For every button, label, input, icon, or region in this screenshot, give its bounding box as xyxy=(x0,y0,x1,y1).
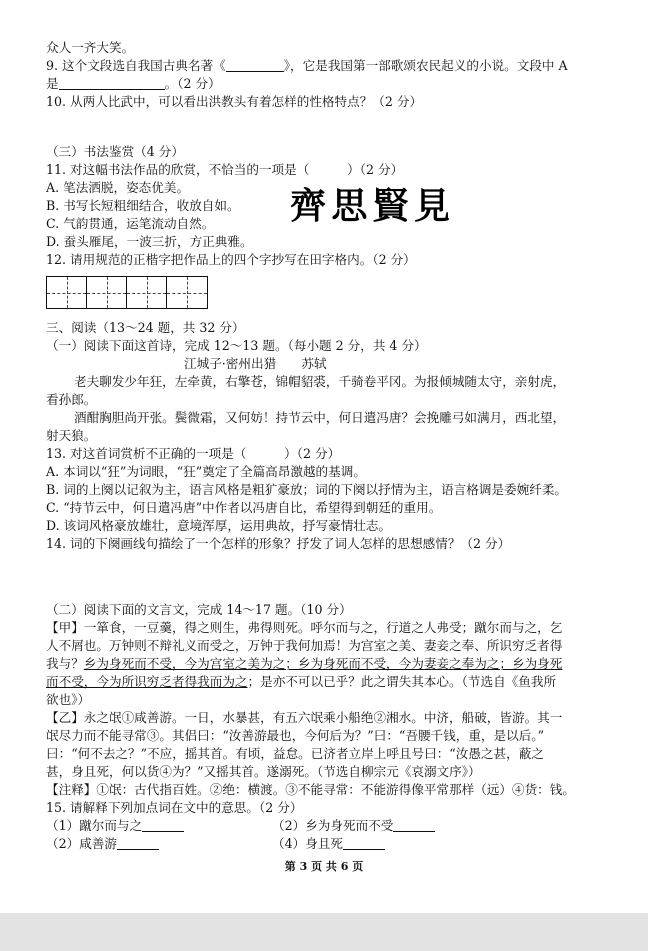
section-heading: （一）阅读下面这首诗，完成 12～13 题。（每小题 2 分，共 4 分） xyxy=(46,338,427,353)
calligraphy-char: 見 xyxy=(413,184,450,227)
sub-question: （2）乡为身死而不受 xyxy=(272,817,435,835)
annotation: 【注释】①氓：古代指百姓。②绝：横渡。③不能寻常：不能游得像平常那样（远）④货：钱。 xyxy=(46,782,575,797)
question-11: 11. 对这幅书法作品的欣赏，不恰当的一项是（ ）（2 分） xyxy=(46,162,404,177)
answer-blank[interactable] xyxy=(343,836,385,850)
answer-blank[interactable] xyxy=(59,76,165,90)
passage-jia-line: 我与？乡为身死而不受，今为宫室之美为之；乡为身死而不受，今为妻妾之奉为之；乡为身死 xyxy=(46,656,563,671)
question-13: 13. 对这首词赏析不正确的一项是（ ）（2 分） xyxy=(46,446,341,461)
sub-question: （1）蹴尔而与之 xyxy=(46,817,184,835)
section-heading: （三）书法鉴赏（4 分） xyxy=(46,144,184,159)
passage-jia-line: 【甲】一箪食，一豆羹，得之则生，弗得则死。呼尔而与之，行道之人弗受；蹴尔而与之，乞 xyxy=(46,620,563,635)
tianzige-grid[interactable] xyxy=(46,276,208,309)
underlined-sentence: 乡为身死而不受，今为宫室之美为之；乡为身死而不受，今为妻妾之奉为之；乡为身死 xyxy=(83,656,563,671)
answer-blank[interactable] xyxy=(393,818,435,832)
question-9-cont: 是 。（2 分） xyxy=(46,76,221,91)
answer-blank[interactable] xyxy=(142,818,184,832)
answer-blank[interactable] xyxy=(117,836,159,850)
option-a: A. 本词以“狂”为词眼，“狂”奠定了全篇高昂激越的基调。 xyxy=(46,464,366,479)
part-heading: 三、阅读（13～24 题，共 32 分） xyxy=(46,320,245,335)
option-b: B. 词的上阕以记叙为主，语言风格是粗犷豪放；词的下阕以抒情为主，语言格调是委婉纤柔。 xyxy=(46,482,568,497)
answer-blank[interactable] xyxy=(226,58,284,72)
passage-yi-line: 【乙】永之氓①咸善游。一日，水暴甚，有五六氓乘小船绝②湘水。中济，船破，皆游。其一 xyxy=(46,710,563,725)
poem-line: 看孙郎。 xyxy=(46,392,97,407)
passage-jia-line: 欲也》） xyxy=(46,692,91,707)
option-d: D. 蚕头雁尾，一波三折，方正典雅。 xyxy=(46,234,253,249)
option-d: D. 该词风格豪放雄壮，意境浑厚，运用典故，抒写豪情壮志。 xyxy=(46,518,392,533)
calligraphy-image xyxy=(290,178,450,228)
grid-cell[interactable] xyxy=(127,277,167,308)
passage-jia-line: 而不受，今为所识穷乏者得我而为之；是亦不可以已乎？此之谓失其本心。（节选自《鱼我所 xyxy=(46,674,557,689)
option-a: A. 笔法洒脱，姿态优美。 xyxy=(46,180,190,195)
poem-line: 老夫聊发少年狂，左牵黄，右擎苍，锦帽貂裘，千骑卷平冈。为报倾城随太守，亲射虎， xyxy=(74,374,566,389)
option-c: C. “持节云中，何日遣冯唐”中作者以冯唐自比，希望得到朝廷的重用。 xyxy=(46,500,442,515)
underlined-sentence: 而不受，今为所识穷乏者得我而为之 xyxy=(46,674,248,689)
option-b: B. 书写长短粗细结合，收放自如。 xyxy=(46,198,240,213)
question-15: 15. 请解释下列加点词在文中的意思。（2 分） xyxy=(46,800,303,815)
sub-question: （4）身且死 xyxy=(272,835,385,853)
passage-yi-line: 氓尽力而不能寻常③。其侣曰：“汝善游最也，今何后为？”曰：“吾腰千钱，重，是以后。” xyxy=(46,728,545,743)
calligraphy-char: 思 xyxy=(331,184,368,227)
section-heading: （二）阅读下面的文言文，完成 14～17 题。（10 分） xyxy=(46,602,352,617)
grid-cell[interactable] xyxy=(167,277,207,308)
question-12: 12. 请用规范的正楷字把作品上的四个字抄写在田字格内。（2 分） xyxy=(46,252,416,267)
page-footer: 第 3 页 共 6 页 xyxy=(284,860,364,873)
bottom-gray-bar xyxy=(0,913,648,951)
poem-title: 江城子·密州出猎 苏轼 xyxy=(184,356,327,371)
calligraphy-char: 齊 xyxy=(290,184,327,227)
grid-cell[interactable] xyxy=(87,277,127,308)
question-14: 14. 词的下阕画线句描绘了一个怎样的形象？抒发了词人怎样的思想感情？（2 分） xyxy=(46,536,511,551)
question-9: 9. 这个文段选自我国古典名著《 》，它是我国第一部歌颂农民起义的小说。文段中 A xyxy=(46,58,568,73)
option-c: C. 气韵贯通，运笔流动自然。 xyxy=(46,216,215,231)
passage-jia-line: 人不屑也。万钟则不辩礼义而受之，万钟于我何加焉！为宫室之美、妻妾之奉、所识穷乏者得 xyxy=(46,638,563,653)
poem-line: 射天狼。 xyxy=(46,428,97,443)
poem-line: 酒酣胸胆尚开张。鬓微霜，又何妨！持节云中，何日遣冯唐？会挽雕弓如满月，西北望， xyxy=(74,410,566,425)
grid-cell[interactable] xyxy=(47,277,87,308)
passage-yi-line: 曰：“何不去之？”不应，摇其首。有顷，益怠。已济者立岸上呼且号曰：“汝愚之甚，蔽之 xyxy=(46,746,544,761)
sub-question: （2）咸善游 xyxy=(46,835,159,853)
calligraphy-char: 賢 xyxy=(372,184,409,227)
passage-yi-line: 甚，身且死，何以货④为？”又摇其首。遂溺死。（节选自柳宗元《哀溺文序》） xyxy=(46,764,481,779)
question-10: 10. 从两人比武中，可以看出洪教头有着怎样的性格特点？（2 分） xyxy=(46,94,423,109)
text-line: 众人一齐大笑。 xyxy=(46,40,135,55)
